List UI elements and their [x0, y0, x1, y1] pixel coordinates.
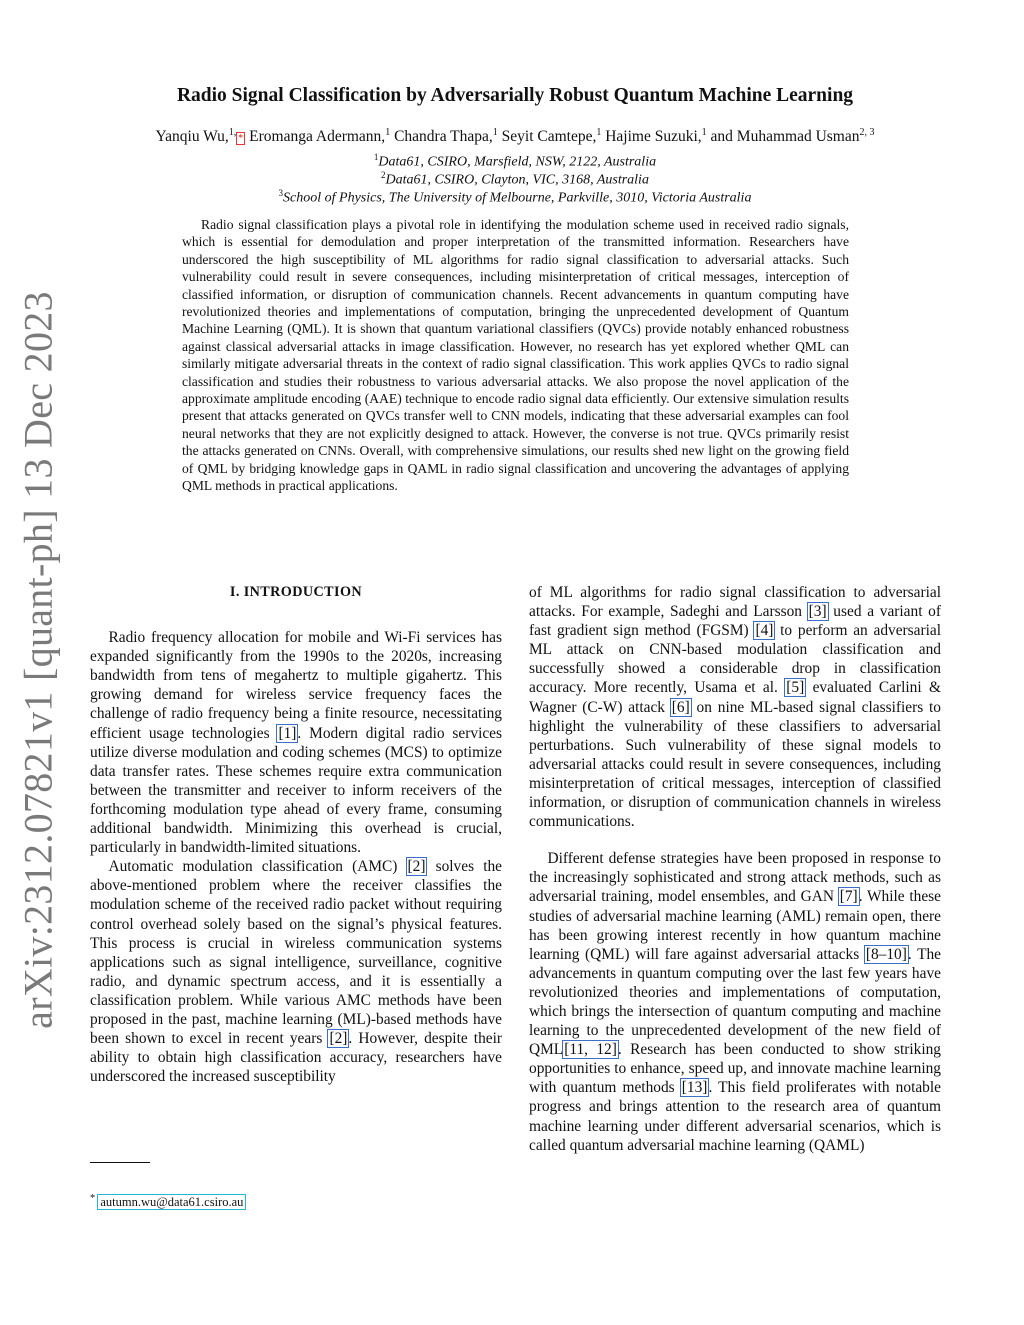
author-name: Yanqiu Wu,	[155, 128, 229, 146]
citation-link[interactable]: [2]	[407, 858, 426, 876]
text-run: . The advancements in quantum computing over the last few years have revolutionized theories and implementations of computation, which brings the intersection of quantum computing and machine learning to the unprecedented development of the new field of QML	[529, 945, 941, 1059]
text-run: evaluated Carlini & Wagner (C-W) attack	[529, 679, 941, 716]
text-run: . This field proliferates with notable progress and brings attention to the research area of quantum machine learning under different adversarial scenarios, which is called quantum adversarial machine learning (QAML)	[529, 1079, 941, 1154]
author-affil-sup: 2, 3	[859, 127, 875, 138]
author-affil-sup: 1	[385, 127, 391, 138]
arxiv-id-text: arXiv:2312.07821v1 [quant-ph] 13 Dec 2023	[15, 291, 61, 1029]
author-name: Eromanga Adermann,	[245, 128, 386, 146]
footnote	[90, 1193, 245, 1210]
affiliation-num: 2	[381, 170, 386, 180]
author-name: Seyit Camtepe,	[497, 128, 597, 146]
citation-link[interactable]: [5]	[786, 679, 805, 697]
footnote-link[interactable]: *	[238, 133, 244, 145]
paragraph	[529, 583, 941, 831]
text-run: to perform an adversarial ML attack on CNN-based modulation classification and successfully showed a considerable drop in classification accuracy. More recently, Usama et al.	[529, 622, 942, 697]
affiliation-text: School of Physics, The University of Melbourne, Parkville, 3010, Victoria Australia	[283, 190, 752, 206]
email-link[interactable]: autumn.wu@data61.csiro.au	[100, 1195, 244, 1210]
abstract: Radio signal classification plays a pivotal role in identifying the modulation scheme used in received radio signals, which is essential for demodulation and proper interpretation of the transmitted information. Researchers have underscored the high susceptibility of ML algorithms for radio signal classification to adversarial attacks. Such vulnerability could result in severe consequences, including misinterpretation of critical messages, interception of classified information, or disruption of communication channels. Recent advancements in quantum computing have revolutionized theories and implementations of computation, bringing the unprecedented development of Quantum Machine Learning (QML). It is shown that quantum variational classifiers (QVCs) provide notably enhanced robustness against classical adversarial attacks in image classification. However, no research has yet explored whether QML can similarly mitigate adversarial threats in the context of radio signal classification. This work applies QVCs to radio signal classification and studies their robustness to various adversarial attacks. We also propose the novel application of the approximate amplitude encoding (AAE) technique to encode radio signal data efficiently. Our extensive simulation results present that attacks generated on QVCs transfer well to CNN models, indicating that these adversarial examples can fool neural networks that they are not explicitly designed to attack. However, the converse is not true. QVCs primarily resist the attacks generated on CNNs. Overall, with comprehensive simulations, our results shed new light on the growing field of QML by bridging knowledge gaps in QAML in radio signal classification and uncovering the advantages of applying QML methods in practical applications.	[182, 217, 849, 494]
citation-link[interactable]: [7]	[839, 888, 858, 906]
affiliation-line	[90, 188, 940, 207]
affiliation-text: Data61, CSIRO, Marsfield, NSW, 2122, Australia	[378, 154, 657, 170]
citation-link[interactable]: [13]	[681, 1079, 708, 1097]
text-run: Radio frequency allocation for mobile and Wi-Fi services has expanded significantly from the 1990s to the 2020s, increasing bandwidth from tens of megahertz to multiple gigahertz. This growing demand for wireless service frequency faces the challenge of radio frequency being a finite resource, necessitating efficient usage technologies	[90, 629, 502, 742]
author-affil-sup: 1	[596, 127, 602, 138]
text-run: . While these studies of adversarial machine learning (AML) remain open, there has been growing interest recently in how quantum machine learning (QML) will fare against adversarial attacks	[529, 888, 941, 963]
author-affil-sup: 1	[701, 127, 707, 138]
text-run: . Modern digital radio services utilize diverse modulation and coding schemes (MCS) to optimize data transfer rates. These schemes require extra communication between the transmitter and receiver to inform receivers of the forthcoming modulation type ahead of every frame, consuming additional bandwidth. Minimizing this overhead is crucial, particularly in bandwidth-limited situations.	[90, 724, 502, 857]
citation-link[interactable]: [1]	[278, 724, 297, 742]
affiliation-text: Data61, CSIRO, Clayton, VIC, 3168, Australia	[385, 172, 649, 188]
affiliation-num: 1	[373, 152, 379, 162]
affiliation-num: 3	[278, 188, 284, 198]
left-column	[90, 583, 502, 1086]
text-run: Automatic modulation classification (AMC)	[108, 858, 407, 876]
author-affil-sup: 1,	[228, 127, 237, 138]
author-list	[90, 127, 940, 146]
citation-link[interactable]: [4]	[755, 622, 774, 640]
affiliation-line	[90, 170, 940, 189]
text-run: of ML algorithms for radio signal classification to adversarial attacks. For example, Sadeghi and Larsson	[529, 584, 941, 621]
citation-link[interactable]: [11, 12]	[564, 1041, 617, 1059]
author-name: and Muhammad Usman	[706, 128, 860, 146]
text-run: on nine ML-based signal classifiers to highlight the vulnerability of these classifiers to adversarial perturbations. Such vulnerability of these signal models to adversarial attacks could result in severe consequences, including misinterpretation of critical messages, interception of classified information, or disruption of communication channels in wireless communications.	[529, 698, 941, 831]
paragraph	[90, 857, 502, 1086]
citation-link[interactable]: [8–10]	[865, 945, 907, 963]
citation-link[interactable]: [3]	[808, 603, 827, 621]
text-run: used a variant of fast gradient sign method (FGSM)	[529, 603, 941, 640]
author-affil-sup: 1	[492, 127, 498, 138]
footnote-rule	[90, 1162, 150, 1163]
text-run: Different defense strategies have been proposed in response to the increasingly sophisticated and strong attack methods, such as adversarial training, model ensembles, and GAN	[529, 850, 941, 906]
citation-link[interactable]: [2]	[329, 1030, 348, 1048]
author-name: Chandra Thapa,	[390, 128, 493, 146]
text-run: . Research has been conducted to show striking opportunities to enhance, speed up, and innovate machine learning with quantum methods	[529, 1041, 942, 1097]
affiliation-line	[90, 152, 940, 171]
text-run: . However, despite their ability to obtain high classification accuracy, researchers have underscored the increased susceptibility	[90, 1030, 503, 1086]
right-column	[529, 583, 941, 1155]
section-heading: I. INTRODUCTION	[229, 584, 363, 600]
text-run: solves the above-mentioned problem where the receiver classifies the modulation scheme of the received radio packet without requiring control overhead solely based on the signal’s physical features. This process is crucial in wireless communication systems applications such as signal intelligence, surveillance, cognitive radio, and dynamic spectrum access, and it is essentially a classification problem. While various AMC methods have been proposed in the past, machine learning (ML)-based methods have been shown to excel in recent years	[90, 858, 502, 1048]
citation-link[interactable]: [6]	[671, 698, 690, 716]
paragraph	[90, 628, 502, 857]
arxiv-sidebar-stamp	[8, 291, 68, 1029]
paper-title: Radio Signal Classification by Adversarially Robust Quantum Machine Learning	[176, 85, 854, 106]
footnote-mark: *	[90, 1193, 96, 1204]
paragraph	[529, 849, 941, 1155]
author-name: Hajime Suzuki,	[601, 128, 702, 146]
